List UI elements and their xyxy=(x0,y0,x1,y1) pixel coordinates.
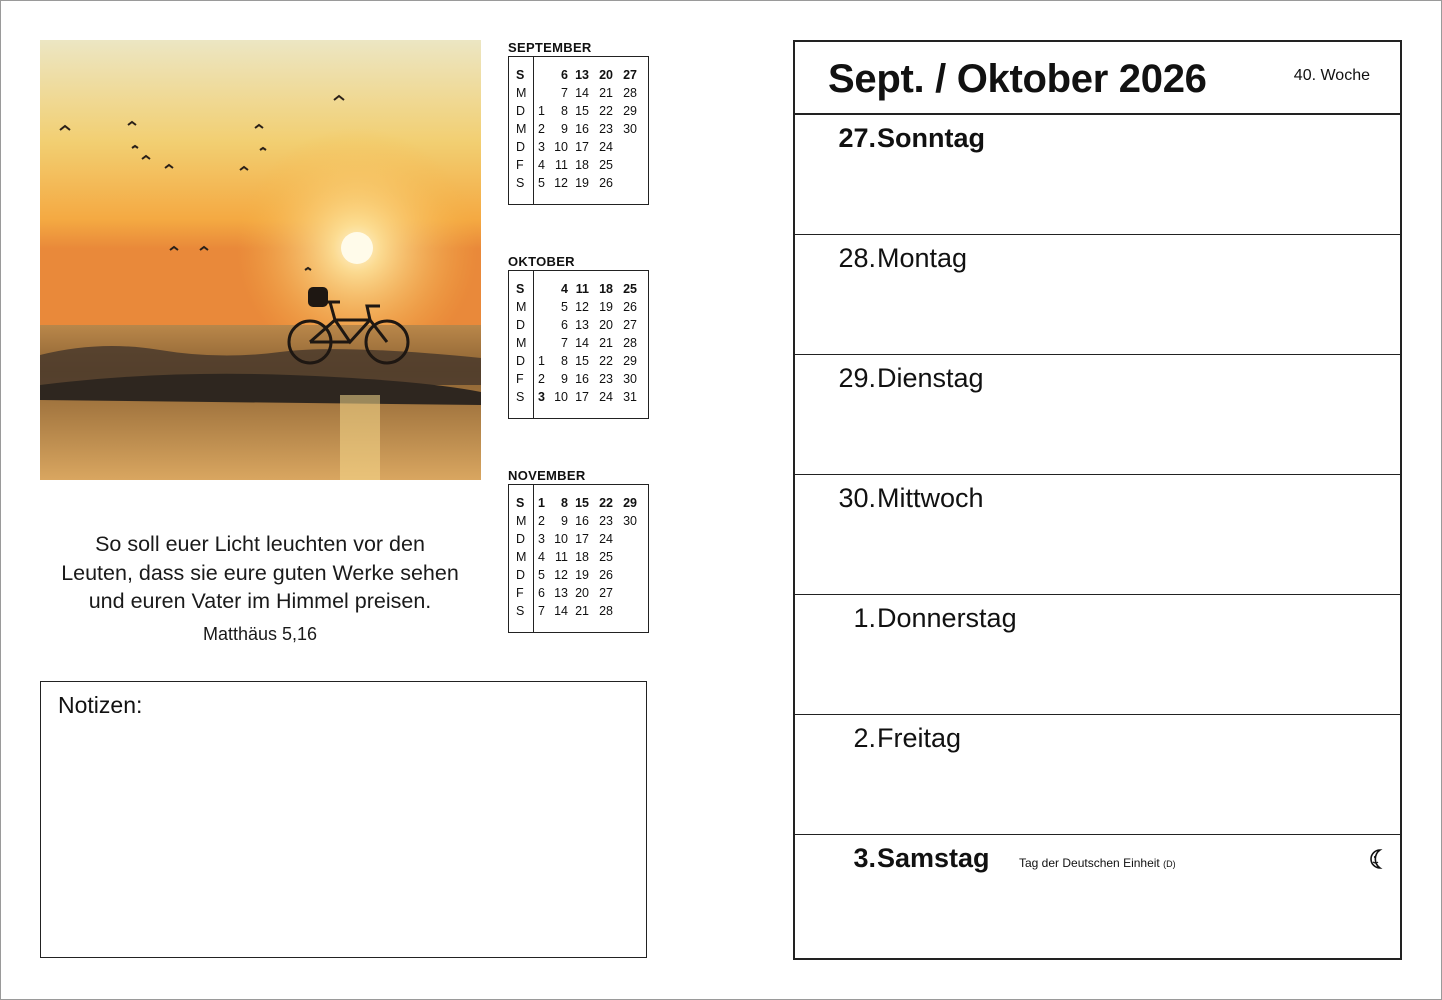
holiday-region: (D) xyxy=(1163,859,1176,869)
calendar-row xyxy=(509,280,637,298)
weekday-letter: S xyxy=(516,282,525,296)
week-title: Sept. / Oktober 2026 xyxy=(828,57,1207,101)
calendar-day xyxy=(613,174,637,192)
calendar-row xyxy=(509,370,637,388)
calendar-day xyxy=(613,566,637,584)
quote-reference: Matthäus 5,16 xyxy=(202,623,318,644)
notes-label: Notizen: xyxy=(58,692,143,718)
calendar-day: 8 xyxy=(561,104,568,118)
day-name: Mittwoch xyxy=(877,483,984,513)
calendar-day xyxy=(613,156,637,174)
calendar-day: 10 xyxy=(554,390,568,404)
mini-calendar-grid xyxy=(508,270,649,419)
weekday-letter: S xyxy=(516,390,525,404)
calendar-day: 20 xyxy=(599,318,613,332)
calendar-day: 28 xyxy=(599,604,613,618)
calendar-day: 1 xyxy=(538,354,545,368)
calendar-row xyxy=(509,388,637,406)
calendar-day: 10 xyxy=(554,532,568,546)
day-row-sonntag[interactable] xyxy=(795,115,1400,235)
day-name: Montag xyxy=(877,243,968,273)
calendar-day: 16 xyxy=(575,514,589,528)
day-row-donnerstag[interactable] xyxy=(795,595,1400,715)
calendar-day: 18 xyxy=(575,158,589,172)
calendar-day: 17 xyxy=(575,532,589,546)
calendar-row xyxy=(509,174,637,192)
day-row-freitag[interactable] xyxy=(795,715,1400,835)
mini-calendar-grid xyxy=(508,484,649,633)
weekday-letter: F xyxy=(516,586,524,600)
weekday-letter: D xyxy=(516,354,526,368)
calendar-day: 24 xyxy=(599,140,613,154)
calendar-row xyxy=(509,530,637,548)
calendar-row xyxy=(509,66,637,84)
calendar-day: 21 xyxy=(599,336,613,350)
calendar-row xyxy=(509,548,637,566)
quote-line: So soll euer Licht leuchten vor den xyxy=(95,532,425,556)
calendar-day: 13 xyxy=(575,318,589,332)
week-planner xyxy=(793,40,1402,960)
calendar-day: 4 xyxy=(538,158,545,172)
weekday-letter: D xyxy=(516,568,526,582)
calendar-day: 19 xyxy=(575,176,589,190)
calendar-row xyxy=(509,584,637,602)
calendar-day: 16 xyxy=(575,122,589,136)
calendar-day xyxy=(532,66,545,84)
calendar-day: 15 xyxy=(575,104,589,118)
mini-calendar-grid xyxy=(508,56,649,205)
calendar-day: 10 xyxy=(554,140,568,154)
calendar-day: 27 xyxy=(623,318,637,332)
calendar-day xyxy=(613,530,637,548)
calendar-day: 22 xyxy=(599,104,613,118)
calendar-day: 5 xyxy=(561,300,568,314)
calendar-day: 1 xyxy=(538,496,545,510)
calendar-row xyxy=(509,566,637,584)
calendar-day: 6 xyxy=(561,68,568,82)
calendar-day xyxy=(613,602,637,620)
calendar-day: 19 xyxy=(575,568,589,582)
calendar-day: 11 xyxy=(555,550,568,564)
day-name: Samstag xyxy=(877,843,990,873)
calendar-day: 30 xyxy=(623,514,637,528)
calendar-day: 25 xyxy=(599,158,613,172)
calendar-day: 12 xyxy=(554,176,568,190)
day-number: 30. xyxy=(838,483,876,513)
quote-text xyxy=(30,530,490,616)
calendar-day: 11 xyxy=(555,158,568,172)
mini-calendar-november xyxy=(508,468,649,633)
quote-line: Leuten, dass sie eure guten Werke sehen xyxy=(61,560,459,585)
calendar-day: 31 xyxy=(623,390,637,404)
calendar-day: 2 xyxy=(538,514,545,528)
calendar-day: 27 xyxy=(623,68,637,82)
weekday-letter: S xyxy=(516,176,525,190)
moon-phase-icon xyxy=(1366,848,1388,870)
calendar-day: 23 xyxy=(599,122,613,136)
calendar-day: 14 xyxy=(575,336,589,350)
calendar-day: 29 xyxy=(623,354,637,368)
calendar-day: 11 xyxy=(575,282,589,296)
calendar-day: 17 xyxy=(575,390,589,404)
notes-box[interactable] xyxy=(40,681,647,958)
calendar-day: 21 xyxy=(599,86,613,100)
calendar-row xyxy=(509,494,637,512)
calendar-day: 7 xyxy=(561,336,568,350)
calendar-day: 18 xyxy=(599,282,613,296)
weekday-letter: M xyxy=(516,300,527,314)
calendar-day xyxy=(532,334,545,352)
calendar-row xyxy=(509,84,637,102)
calendar-day: 24 xyxy=(599,532,613,546)
calendar-row xyxy=(509,156,637,174)
weekday-letter: M xyxy=(516,86,527,100)
weekday-letter: D xyxy=(516,318,526,332)
holiday-label xyxy=(1019,856,1176,870)
calendar-day xyxy=(532,316,545,334)
calendar-day xyxy=(532,298,545,316)
calendar-day: 28 xyxy=(623,336,637,350)
calendar-day: 21 xyxy=(575,604,589,618)
weekday-letter: F xyxy=(516,158,524,172)
calendar-day: 15 xyxy=(575,354,589,368)
calendar-day: 6 xyxy=(561,318,568,332)
calendar-day: 23 xyxy=(599,372,613,386)
calendar-day xyxy=(532,84,545,102)
day-row-mittwoch[interactable] xyxy=(795,475,1400,595)
calendar-day: 8 xyxy=(561,496,568,510)
calendar-day: 29 xyxy=(623,496,637,510)
calendar-day: 25 xyxy=(623,282,637,296)
weekday-letter: D xyxy=(516,140,526,154)
calendar-row xyxy=(509,120,637,138)
calendar-day: 14 xyxy=(575,86,589,100)
calendar-day: 20 xyxy=(599,68,613,82)
weekday-letter: S xyxy=(516,496,525,510)
day-number: 27. xyxy=(838,123,876,153)
calendar-day: 12 xyxy=(554,568,568,582)
weekday-letter: D xyxy=(516,104,526,118)
day-number: 1. xyxy=(853,603,876,633)
mini-calendar-september xyxy=(508,40,649,205)
mini-calendar-title: NOVEMBER xyxy=(508,468,586,483)
calendar-row xyxy=(509,334,637,352)
day-number: 28. xyxy=(838,243,876,273)
calendar-row xyxy=(509,298,637,316)
weekday-letter: M xyxy=(516,514,527,528)
day-row-montag[interactable] xyxy=(795,235,1400,355)
calendar-row xyxy=(509,138,637,156)
calendar-day: 5 xyxy=(538,568,545,582)
calendar-day: 30 xyxy=(623,372,637,386)
calendar-day: 2 xyxy=(538,122,545,136)
calendar-day: 2 xyxy=(538,372,545,386)
calendar-day xyxy=(613,138,637,156)
calendar-day xyxy=(613,548,637,566)
mini-calendar-title: SEPTEMBER xyxy=(508,40,592,55)
calendar-row xyxy=(509,352,637,370)
calendar-day xyxy=(613,584,637,602)
day-name: Dienstag xyxy=(877,363,984,393)
calendar-day: 27 xyxy=(599,586,613,600)
week-header xyxy=(795,42,1400,115)
calendar-day: 3 xyxy=(538,390,545,404)
calendar-day: 3 xyxy=(538,532,545,546)
mini-calendar-title: OKTOBER xyxy=(508,254,575,269)
calendar-day: 22 xyxy=(599,496,613,510)
weekday-letter: S xyxy=(516,68,525,82)
weekday-letter: M xyxy=(516,550,527,564)
calendar-day: 22 xyxy=(599,354,613,368)
weekday-letter: D xyxy=(516,532,526,546)
calendar-day: 8 xyxy=(561,354,568,368)
calendar-day: 13 xyxy=(575,68,589,82)
day-name: Sonntag xyxy=(877,123,985,153)
mini-calendar-oktober xyxy=(508,254,649,419)
day-number: 3. xyxy=(853,843,876,873)
calendar-day: 4 xyxy=(538,550,545,564)
quote-line: und euren Vater im Himmel preisen. xyxy=(88,589,432,613)
calendar-day: 26 xyxy=(599,568,613,582)
day-row-samstag[interactable] xyxy=(795,835,1400,962)
calendar-day: 15 xyxy=(575,496,589,510)
calendar-day: 7 xyxy=(538,604,545,618)
calendar-day: 6 xyxy=(538,586,545,600)
calendar-day: 13 xyxy=(554,586,568,600)
weekday-letter: F xyxy=(516,372,524,386)
calendar-day: 18 xyxy=(575,550,589,564)
calendar-day: 20 xyxy=(575,586,589,600)
calendar-row xyxy=(509,512,637,530)
sunset-bicycle-photo xyxy=(40,40,481,480)
calendar-day: 26 xyxy=(599,176,613,190)
calendar-day: 25 xyxy=(599,550,613,564)
calendar-row xyxy=(509,602,637,620)
calendar-row xyxy=(509,316,637,334)
calendar-day: 5 xyxy=(538,176,545,190)
calendar-day: 9 xyxy=(561,514,568,528)
day-row-dienstag[interactable] xyxy=(795,355,1400,475)
calendar-row xyxy=(509,102,637,120)
calendar-day: 16 xyxy=(575,372,589,386)
day-number: 29. xyxy=(838,363,876,393)
calendar-day: 3 xyxy=(538,140,545,154)
calendar-day: 17 xyxy=(575,140,589,154)
day-name: Donnerstag xyxy=(877,603,1017,633)
calendar-day: 9 xyxy=(561,372,568,386)
calendar-day: 12 xyxy=(575,300,589,314)
calendar-day: 7 xyxy=(561,86,568,100)
calendar-day: 14 xyxy=(554,604,568,618)
weekday-letter: M xyxy=(516,336,527,350)
calendar-day: 9 xyxy=(561,122,568,136)
calendar-day xyxy=(532,280,545,298)
calendar-day: 29 xyxy=(623,104,637,118)
calendar-day: 28 xyxy=(623,86,637,100)
holiday-text: Tag der Deutschen Einheit xyxy=(1019,856,1160,870)
weekday-letter: M xyxy=(516,122,527,136)
week-number: 40. Woche xyxy=(1293,67,1370,84)
day-number: 2. xyxy=(853,723,876,753)
calendar-day: 23 xyxy=(599,514,613,528)
calendar-day: 24 xyxy=(599,390,613,404)
calendar-day: 1 xyxy=(538,104,545,118)
weekday-letter: S xyxy=(516,604,525,618)
calendar-day: 4 xyxy=(561,282,568,296)
calendar-day: 19 xyxy=(599,300,613,314)
calendar-day: 30 xyxy=(623,122,637,136)
calendar-day: 26 xyxy=(623,300,637,314)
day-name: Freitag xyxy=(877,723,962,753)
bible-quote xyxy=(30,530,490,645)
